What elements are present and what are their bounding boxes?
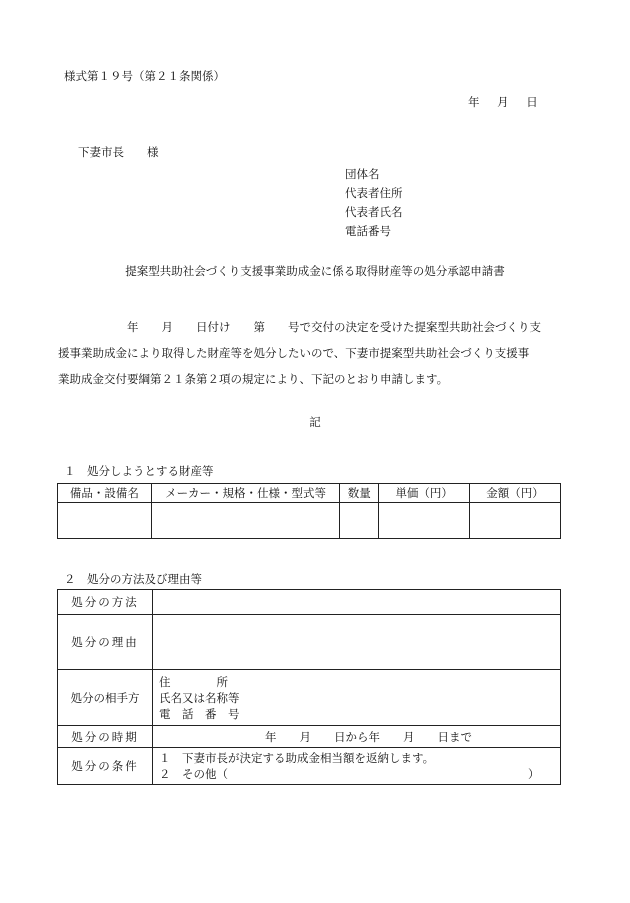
party-name-label: 氏名又は名称等: [159, 690, 240, 705]
table-row: [58, 503, 561, 539]
method-label: 処分の方法: [58, 590, 153, 615]
table-row: [58, 726, 561, 748]
body-paragraph: [58, 314, 568, 392]
method-cell[interactable]: [153, 590, 561, 615]
col-item-name: 備品・設備名: [58, 484, 152, 503]
property-table-header: [58, 484, 561, 503]
table-row: [58, 670, 561, 726]
property-table: [57, 483, 561, 539]
party-address-label: 住 所: [159, 674, 228, 689]
section2-heading: ２ 処分の方法及び理由等: [64, 572, 202, 586]
form-number: 様式第１９号（第２１条関係）: [64, 69, 225, 83]
reason-label: 処分の理由: [58, 615, 153, 670]
timing-label: 処分の時期: [58, 726, 153, 748]
col-quantity: 数量: [340, 484, 379, 503]
body-line: 援事業助成金により取得した財産等を処分したいので、下妻市提案型共助社会づくり支援事: [58, 346, 530, 360]
col-spec: メーカー・規格・仕様・型式等: [151, 484, 340, 503]
condition-item-1: １ 下妻市長が決定する助成金相当額を返納します。: [159, 751, 435, 765]
applicant-name-label: 代表者氏名: [345, 205, 403, 219]
condition-other-open: ２ その他（: [159, 767, 228, 781]
col-unit-price: 単価（円）: [379, 484, 470, 503]
ki-marker: 記: [309, 415, 321, 429]
applicant-phone-label: 電話番号: [345, 224, 391, 238]
amount-cell[interactable]: [470, 503, 561, 539]
unit-price-cell[interactable]: [379, 503, 470, 539]
body-line: 年 月 日付け 第 号で交付の決定を受けた提案型共助社会づくり支: [58, 320, 541, 334]
condition-cell[interactable]: [153, 748, 561, 785]
disposal-table: [57, 589, 561, 785]
table-row: [58, 748, 561, 785]
applicant-address-label: 代表者住所: [345, 186, 403, 200]
addressee: 下妻市長 様: [78, 145, 159, 159]
party-label: 処分の相手方: [58, 670, 153, 726]
table-row: [58, 615, 561, 670]
table-row: [58, 590, 561, 615]
reason-cell[interactable]: [153, 615, 561, 670]
application-date: 年 月 日: [468, 95, 538, 109]
condition-item-2: [159, 766, 560, 782]
item-name-cell[interactable]: [58, 503, 152, 539]
applicant-organization-label: 団体名: [345, 167, 380, 181]
party-cell[interactable]: [153, 670, 561, 726]
timing-cell[interactable]: [153, 726, 561, 748]
applicant-block: [345, 165, 403, 241]
condition-other-close: ）: [528, 767, 540, 781]
section1-heading: １ 処分しようとする財産等: [64, 464, 214, 478]
document-title: 提案型共助社会づくり支援事業助成金に係る取得財産等の処分承認申請書: [125, 264, 505, 278]
condition-label: 処分の条件: [58, 748, 153, 785]
col-amount: 金額（円）: [470, 484, 561, 503]
timing-value: 年 月 日から年 月 日まで: [265, 729, 472, 744]
spec-cell[interactable]: [151, 503, 340, 539]
body-line: 業助成金交付要綱第２１条第２項の規定により、下記のとおり申請します。: [58, 372, 449, 386]
party-phone-label: 電 話 番 号: [159, 706, 240, 721]
quantity-cell[interactable]: [340, 503, 379, 539]
